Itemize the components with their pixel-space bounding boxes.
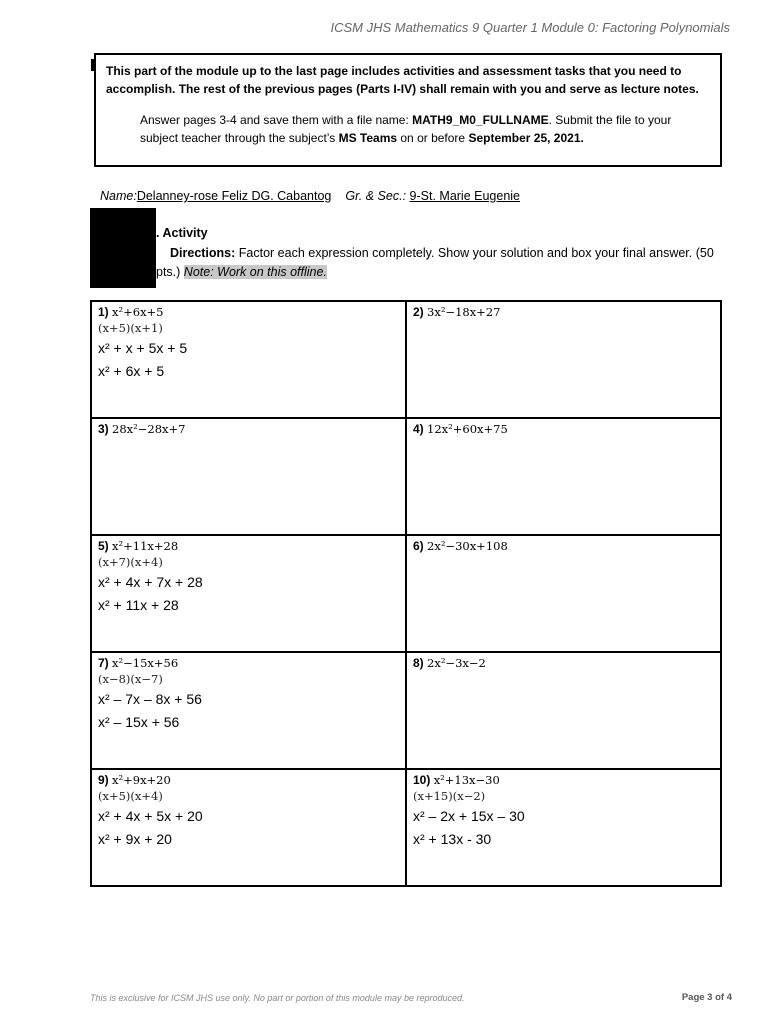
problem-expression: x²+13x−30 — [433, 773, 500, 787]
instructions-box — [94, 53, 722, 167]
problem-cell-1[interactable] — [91, 301, 406, 418]
margin-mark — [91, 59, 94, 71]
problem-expression: 12x²+60x+75 — [427, 422, 508, 436]
problem-expression: x²+6x+5 — [112, 305, 164, 319]
problem-expression: x²−15x+56 — [112, 656, 179, 670]
instructions-text-b: . Submit the file to your subject teacher through the subject’s — [140, 113, 672, 145]
work-line: x² – 2x + 15x – 30 — [413, 808, 525, 824]
problem-number: 7) — [98, 656, 113, 670]
problem-cell-10[interactable] — [406, 769, 721, 886]
problem-expression: x²+11x+28 — [112, 539, 179, 553]
work-line: (x+15)(x−2) — [413, 789, 486, 803]
directions-text: Factor each expression completely. Show your solution and box your final answer. (50 pts.) — [156, 246, 714, 279]
name-label: Name: — [100, 189, 137, 203]
problem-expression: 2x²−30x+108 — [427, 539, 508, 553]
work-line: x² + 4x + 5x + 20 — [98, 808, 203, 824]
instructions-paragraph-2 — [140, 111, 712, 147]
directions-label: Directions: — [170, 246, 236, 260]
problem-number: 6) — [413, 539, 428, 553]
problem-cell-2[interactable] — [406, 301, 721, 418]
problem-expression: 28x²−28x+7 — [112, 422, 186, 436]
file-name-text: MATH9_M0_FULLNAME — [412, 113, 549, 127]
problem-number: 5) — [98, 539, 113, 553]
problem-cell-8[interactable] — [406, 652, 721, 769]
offline-note: Note: Work on this offline. — [183, 265, 327, 279]
ms-teams-text: MS Teams — [338, 131, 398, 145]
problem-number: 3) — [98, 422, 113, 436]
problem-cell-3[interactable] — [91, 418, 406, 535]
problem-cell-4[interactable] — [406, 418, 721, 535]
work-line: (x+5)(x+4) — [98, 789, 163, 803]
problem-number: 9) — [98, 773, 113, 787]
problem-expression: 3x²−18x+27 — [427, 305, 501, 319]
problem-cell-7[interactable] — [91, 652, 406, 769]
instructions-paragraph-1: This part of the module up to the last page includes activities and assessment tasks that you need to accomplish. The rest of the previous pages (Parts I-IV) shall remain with you and serve as lecture notes. — [106, 64, 699, 96]
work-line: (x−8)(x−7) — [98, 672, 163, 686]
page-number: Page 3 of 4 — [681, 992, 732, 1003]
problem-expression: 2x²−3x−2 — [427, 656, 486, 670]
work-line: x² – 7x – 8x + 56 — [98, 691, 202, 707]
deadline-date: September 25, 2021. — [468, 131, 584, 145]
work-line: x² + 9x + 20 — [98, 831, 172, 847]
student-info-line — [100, 189, 520, 203]
student-name: Delanney-rose Feliz DG. Cabantog — [136, 189, 332, 203]
instructions-text-c: on or before — [397, 131, 469, 145]
header-title: ICSM JHS Mathematics 9 Quarter 1 Module 0: Factoring Polynomials — [330, 20, 730, 35]
work-line: x² + 4x + 7x + 28 — [98, 574, 203, 590]
problem-cell-5[interactable] — [91, 535, 406, 652]
work-line: (x+7)(x+4) — [98, 555, 163, 569]
problem-expression: x²+9x+20 — [112, 773, 171, 787]
activity-title: . Activity — [156, 226, 208, 240]
work-line: (x+5)(x+1) — [98, 321, 163, 335]
problem-number: 4) — [413, 422, 428, 436]
problem-number: 8) — [413, 656, 428, 670]
work-line: x² – 15x + 56 — [98, 714, 180, 730]
student-section: 9-St. Marie Eugenie — [409, 189, 521, 203]
footer-notice: This is exclusive for ICSM JHS use only. No part or portion of this module may be reproduced. — [90, 993, 465, 1003]
problem-number: 1) — [98, 305, 113, 319]
section-label: Gr. & Sec.: — [345, 189, 407, 203]
problems-table — [90, 300, 722, 887]
problem-number: 10) — [413, 773, 434, 787]
work-line: x² + 6x + 5 — [98, 363, 165, 379]
problem-cell-6[interactable] — [406, 535, 721, 652]
work-line: x² + 11x + 28 — [98, 597, 179, 613]
work-line: x² + 13x - 30 — [413, 831, 492, 847]
directions — [156, 244, 716, 282]
problem-number: 2) — [413, 305, 428, 319]
redaction-block — [90, 208, 156, 288]
instructions-text-a: Answer pages 3-4 and save them with a file name: — [140, 113, 413, 127]
work-line: x² + x + 5x + 5 — [98, 340, 188, 356]
problem-cell-9[interactable] — [91, 769, 406, 886]
